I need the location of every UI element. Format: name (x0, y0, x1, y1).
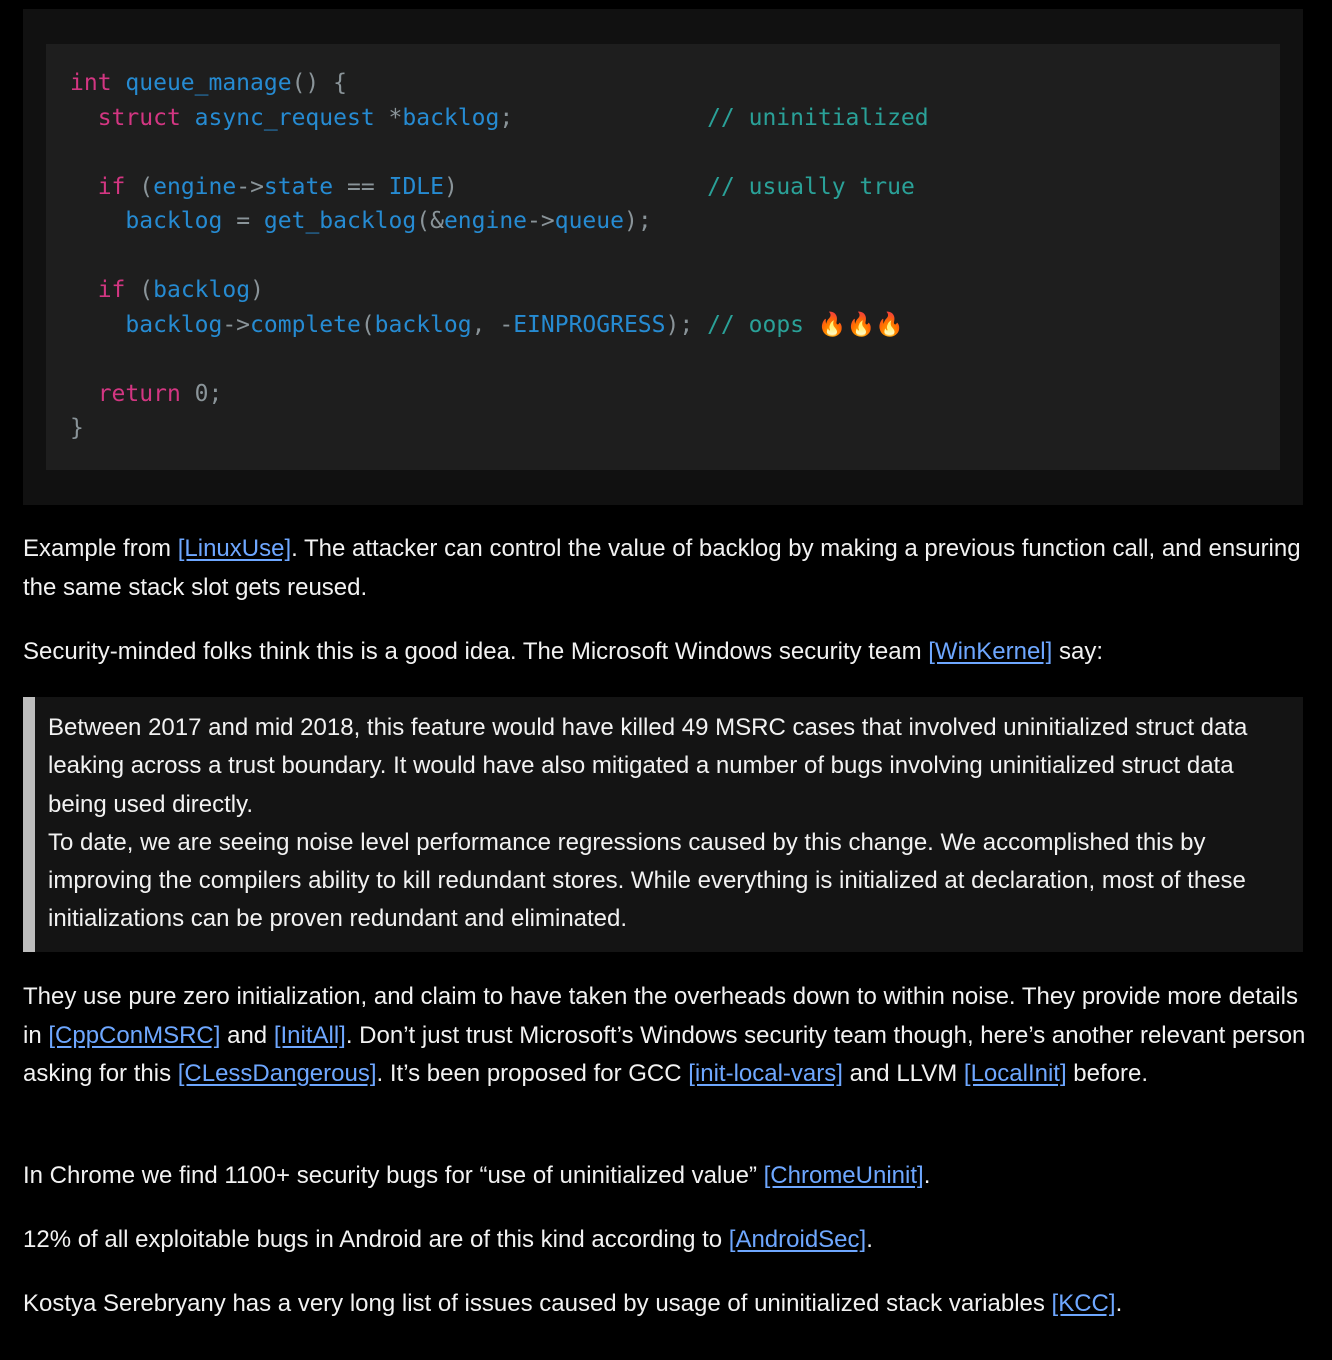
code-token (181, 105, 195, 131)
code-token: engine (153, 173, 237, 200)
code-token: (& (416, 208, 444, 234)
reference-link[interactable]: [LinuxUse] (177, 535, 292, 562)
code-token: ; (499, 104, 514, 131)
code-token (112, 70, 126, 96)
text-run: In Chrome we find 1100+ security bugs for “use of uninitialized value” (23, 1162, 764, 1189)
code-token (125, 174, 139, 200)
code-token: engine (443, 208, 528, 234)
reference-link[interactable]: [ChromeUninit] (763, 1162, 924, 1189)
code-token (375, 174, 389, 200)
fire-emoji: 🔥🔥🔥 (817, 311, 904, 338)
text-run: . (923, 1162, 931, 1189)
text-run: 12% of all exploitable bugs in Android are of this kind according to (23, 1226, 729, 1253)
paragraph-example (23, 530, 1307, 607)
text-run: Example from (23, 535, 178, 562)
code-token: int (70, 70, 112, 96)
code-token (375, 105, 389, 131)
code-token: } (70, 415, 84, 441)
reference-link[interactable]: [InitAll] (273, 1021, 346, 1049)
blockquote-text (48, 709, 1293, 939)
code-token (70, 312, 125, 338)
paragraph-security-minded (23, 633, 1307, 672)
code-token: backlog (153, 277, 251, 303)
code-token: async_request (194, 104, 375, 131)
text-run: Security-minded folks think this is a good idea. The Microsoft Windows security team (23, 638, 929, 665)
code-token (513, 105, 707, 131)
code-token: * (388, 104, 403, 131)
code-token: ) (250, 277, 264, 303)
code-token: -> (222, 311, 251, 338)
code-token (125, 277, 139, 303)
code-token: backlog (125, 311, 223, 338)
reference-link[interactable]: [WinKernel] (928, 638, 1053, 665)
code-line (70, 415, 84, 441)
code-token: IDLE (388, 173, 444, 200)
code-token: // usually true (707, 173, 915, 200)
code-token: if (97, 173, 126, 200)
code-token: complete (250, 311, 361, 338)
code-token: , (471, 311, 486, 338)
code-listing (70, 66, 929, 446)
code-token (250, 208, 264, 234)
reference-link[interactable]: [LocalInit] (963, 1060, 1067, 1087)
reference-link[interactable]: [KCC] (1051, 1290, 1116, 1317)
code-token: queue (554, 208, 624, 234)
code-panel (46, 44, 1280, 470)
code-token: -> (527, 208, 555, 234)
code-token: get_backlog (263, 208, 417, 234)
text-run: To date, we are seeing noise level performance regressions caused by this change. We accomplished this by improving the compilers ability to kill redundant stores. While everything is initialized at declaration, most of these initializations can be proven redundant and eliminated. (48, 828, 1246, 933)
code-token: -> (236, 173, 264, 200)
text-run: . The attacker can control the value of backlog by making a previous function call, and ensuring the same stack slot gets reused. (23, 535, 1301, 601)
code-token: queue_manage (125, 70, 292, 96)
paragraph-chrome (23, 1157, 1307, 1196)
code-token (70, 105, 98, 131)
code-token (70, 381, 98, 407)
code-token: backlog (125, 208, 223, 234)
code-token: ); (665, 311, 694, 338)
code-token: ); (623, 208, 652, 234)
code-token: - (499, 311, 514, 338)
code-token: ( (360, 311, 375, 338)
code-token: if (97, 277, 126, 303)
text-run: They use pure zero initialization, and claim to have taken the overheads down to within noise. They provide more details in (23, 983, 1298, 1049)
text-run: Kostya Serebryany has a very long list of issues caused by usage of uninitialized stack variables (23, 1290, 1052, 1317)
code-line (70, 381, 222, 407)
code-token: backlog (402, 104, 500, 131)
code-token: 0; (194, 380, 223, 407)
code-token (222, 208, 236, 234)
text-run: and (220, 1021, 274, 1049)
code-token: backlog (374, 311, 472, 338)
reference-link[interactable]: [AndroidSec] (728, 1226, 867, 1253)
code-token: = (236, 208, 251, 234)
code-line (70, 312, 904, 338)
text-run: and LLVM (842, 1060, 964, 1087)
code-token: // oops (707, 311, 818, 338)
code-token: // uninitialized (707, 104, 929, 131)
code-token (333, 174, 347, 200)
reference-link[interactable]: [CLessDangerous] (177, 1060, 377, 1087)
code-token (70, 208, 125, 234)
code-token (70, 174, 98, 200)
paragraph-android (23, 1221, 1307, 1260)
code-token: == (347, 173, 375, 200)
code-token: ( (139, 277, 154, 303)
code-token (693, 312, 707, 338)
reference-link[interactable]: [CppConMSRC] (48, 1021, 221, 1049)
reference-link[interactable]: [init-local-vars] (688, 1060, 843, 1087)
code-token (485, 312, 499, 338)
code-token: ( (139, 173, 154, 200)
paragraph-zero-init (23, 978, 1307, 1094)
text-run: before. (1066, 1060, 1149, 1087)
text-run: . It’s been proposed for GCC (376, 1060, 689, 1087)
code-token: ) (443, 173, 458, 200)
text-run: . (866, 1226, 873, 1253)
paragraph-kostya (23, 1285, 1307, 1324)
code-line (70, 105, 929, 131)
text-run: say: (1052, 638, 1103, 665)
code-line (70, 277, 264, 303)
code-token (70, 277, 98, 303)
code-token (458, 174, 707, 200)
text-run: Between 2017 and mid 2018, this feature would have killed 49 MSRC cases that involved uninitialized struct data leaking across a trust boundary. It would have also mitigated a number of bugs involving uninitialized struct data being used directly. (48, 714, 1248, 818)
code-line (70, 70, 347, 96)
text-run: . (1115, 1290, 1123, 1317)
blockquote-bar (23, 697, 35, 952)
blockquote (23, 697, 1303, 952)
code-token: EINPROGRESS (513, 311, 666, 338)
code-line (70, 174, 915, 200)
code-token: state (263, 173, 334, 200)
code-token: () { (291, 70, 347, 96)
code-block (23, 9, 1303, 505)
code-line (70, 208, 652, 234)
code-token: return (97, 380, 181, 407)
code-token (181, 381, 195, 407)
code-token: struct (97, 104, 181, 131)
text-run: . Don’t just trust Microsoft’s Windows security team though, here’s another relevant person asking for this (23, 1021, 1306, 1087)
